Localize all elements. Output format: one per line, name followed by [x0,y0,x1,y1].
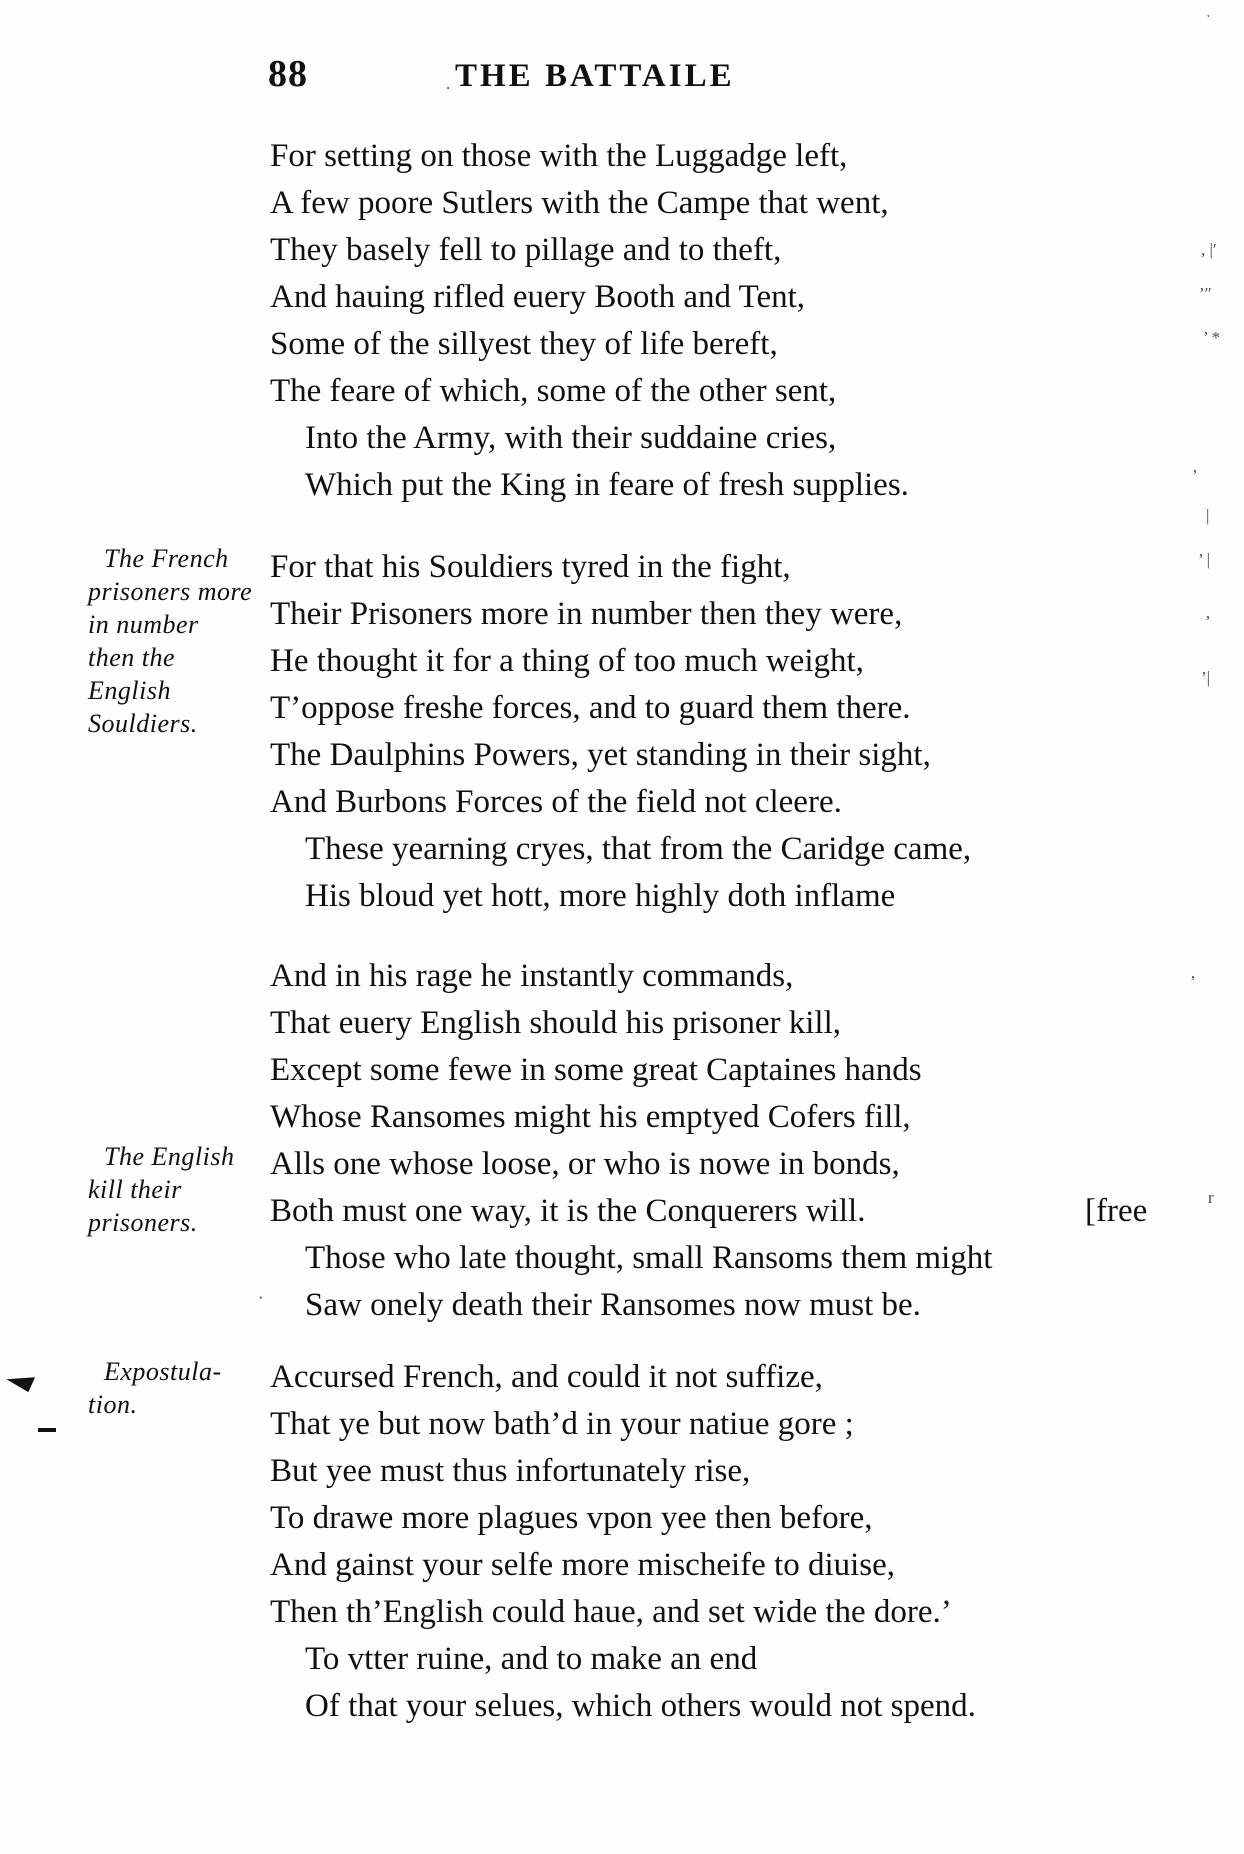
verse-line: The Daulphins Powers, yet standing in their sight, [270,737,931,773]
verse-line [270,1188,1148,1235]
dash-mark [38,1428,56,1432]
ink-speckle: ’ [1190,972,1196,991]
verse-line: The feare of which, some of the other sent, [270,373,837,409]
ink-speckle: · [258,1288,264,1307]
verse-line: Except some fewe in some great Captaines hands [270,1052,922,1088]
verse-line: Their Prisoners more in number then they were, [270,596,903,632]
ink-speckle: ’| [1201,668,1211,687]
ink-speckle: | [1206,506,1210,525]
margin-note-line: The English [104,1142,235,1171]
verse-line: That ye but now bath’d in your natiue gore ; [270,1406,854,1442]
page-number: 88 [268,53,308,95]
ink-speckle: ’ [1192,466,1198,485]
ink-speckle: . [446,74,451,93]
ink-speckle: ’ | [1198,550,1211,569]
verse-line: Of that your selues, which others would not spend. [305,1688,976,1724]
stanza [270,133,909,509]
ink-speckle: ’ * [1203,328,1221,347]
margin-note-line: Expostula- [104,1357,222,1386]
running-title: THE BATTAILE [455,58,735,94]
stanza [270,953,1148,1329]
ink-speckle: ˑ [1206,8,1211,27]
margin-note-line: prisoners more [88,577,253,606]
margin-note-line: English [88,676,171,705]
arrow-mark [3,1372,35,1392]
ink-speckle: ’ [1205,612,1211,631]
verse-line: Alls one whose loose, or who is nowe in bonds, [270,1146,900,1182]
verse-line: And in his rage he instantly commands, [270,958,794,994]
catchword: [free [1085,1193,1148,1229]
verse-line: That euery English should his prisoner kill, [270,1005,842,1041]
verse-line: And hauing rifled euery Booth and Tent, [270,279,806,315]
verse-line: To drawe more plagues vpon yee then before, [270,1500,873,1536]
ink-speckle: ’″ [1199,284,1212,303]
margin-note-line: Souldiers. [88,709,198,738]
verse-line: To vtter ruine, and to make an end [305,1641,758,1677]
margin-note-line: tion. [88,1390,138,1419]
stanza [270,544,971,920]
verse-line: Accursed French, and could it not suffize, [270,1359,823,1395]
ink-speckle: r [1208,1188,1214,1207]
verse-line: For setting on those with the Luggadge left, [270,138,848,174]
verse-line: And gainst your selfe more mischeife to diuise, [270,1547,896,1583]
verse-line: But yee must thus infortunately rise, [270,1453,751,1489]
margin-note-line: kill their [88,1175,182,1204]
ink-speckle: , |′ [1201,240,1217,259]
margin-note-line: in number [88,610,199,639]
verse-line: These yearning cryes, that from the Caridge came, [305,831,972,867]
verse-line: They basely fell to pillage and to theft, [270,232,782,268]
verse-line: Which put the King in feare of fresh supplies. [305,467,909,503]
margin-note-line: then the [88,643,176,672]
margin-note [88,542,283,740]
margin-note-line: prisoners. [88,1208,198,1237]
verse-line-text: Both must one way, it is the Conquerers will. [270,1193,866,1229]
verse-line: He thought it for a thing of too much weight, [270,643,864,679]
margin-note [88,1355,283,1421]
verse-line: And Burbons Forces of the field not cleere. [270,784,842,820]
verse-line: Then th’English could haue, and set wide the dore.’ [270,1594,952,1630]
verse-line: Into the Army, with their suddaine cries, [305,420,837,456]
verse-line: His bloud yet hott, more highly doth inflame [305,878,896,914]
verse-line: A few poore Sutlers with the Campe that went, [270,185,889,221]
verse-line: Those who late thought, small Ransoms them might [305,1240,993,1276]
verse-line: Saw onely death their Ransomes now must be. [305,1287,921,1323]
stanza [270,1354,976,1730]
verse-line: Some of the sillyest they of life bereft, [270,326,778,362]
margin-note-line: The French [104,544,229,573]
verse-line: For that his Souldiers tyred in the fight, [270,549,791,585]
verse-line: Whose Ransomes might his emptyed Cofers fill, [270,1099,911,1135]
verse-line: T’oppose freshe forces, and to guard them there. [270,690,911,726]
margin-note [88,1140,283,1239]
